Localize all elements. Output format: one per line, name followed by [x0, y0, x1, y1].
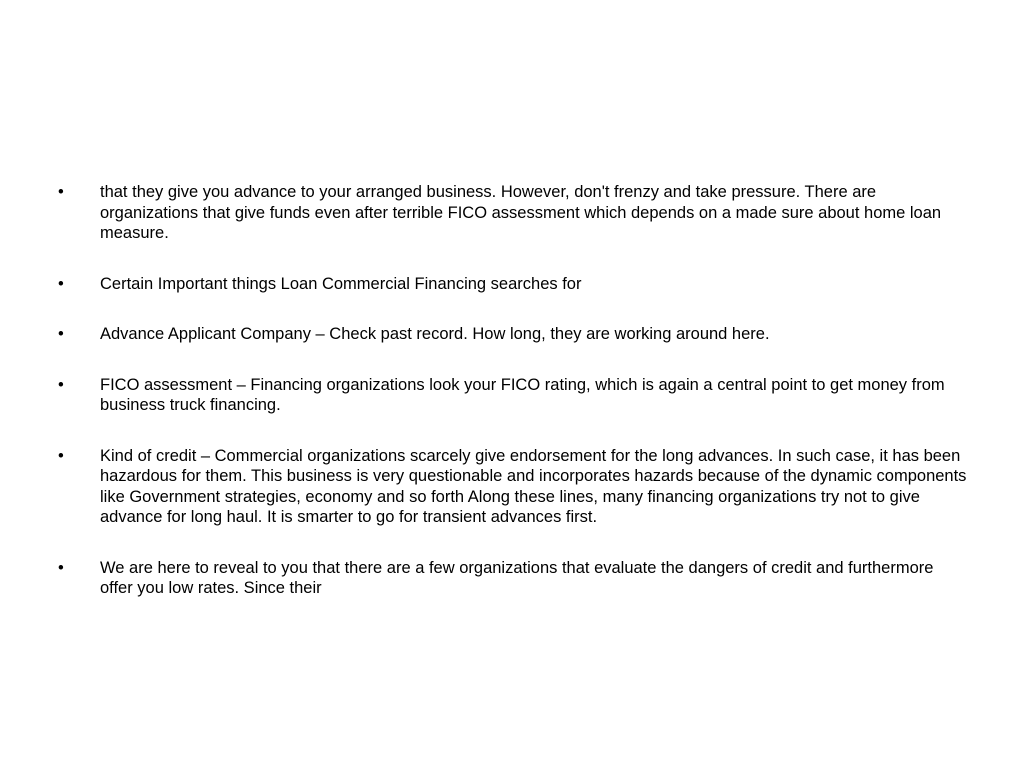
bullet-marker: •	[58, 558, 64, 577]
list-item-text: Certain Important things Loan Commercial Financing searches for	[100, 274, 582, 293]
list-item-text: that they give you advance to your arranged business. However, don't frenzy and take pressure. There are organizations that give funds even after terrible FICO assessment which depends on a made sure about home loan measure.	[100, 183, 942, 242]
bullet-marker: •	[58, 375, 64, 394]
list-item	[58, 558, 968, 599]
bullet-marker: •	[58, 183, 64, 201]
bullet-list	[58, 182, 968, 599]
bullet-marker: •	[58, 446, 64, 465]
list-item-text: FICO assessment – Financing organizations look your FICO rating, which is again a central point to get money from business truck financing.	[100, 375, 945, 414]
list-item	[58, 324, 968, 345]
list-item	[58, 375, 968, 416]
list-item	[58, 446, 968, 528]
list-item	[58, 182, 968, 244]
bullet-marker: •	[58, 325, 64, 343]
list-item	[58, 274, 968, 295]
list-item-text: Kind of credit – Commercial organizations scarcely give endorsement for the long advances. In such case, it has been hazardous for them. This business is very questionable and incorporates hazards because of the dynamic components like Government strategies, economy and so forth Along these lines, many financing organizations try not to give advance for long haul. It is smarter to go for transient advances first.	[100, 446, 967, 526]
bullet-marker: •	[58, 274, 64, 293]
list-item-text: Advance Applicant Company – Check past record. How long, they are working around here.	[100, 325, 770, 343]
list-item-text: We are here to reveal to you that there are a few organizations that evaluate the dangers of credit and furthermore offer you low rates. Since their	[100, 558, 934, 597]
